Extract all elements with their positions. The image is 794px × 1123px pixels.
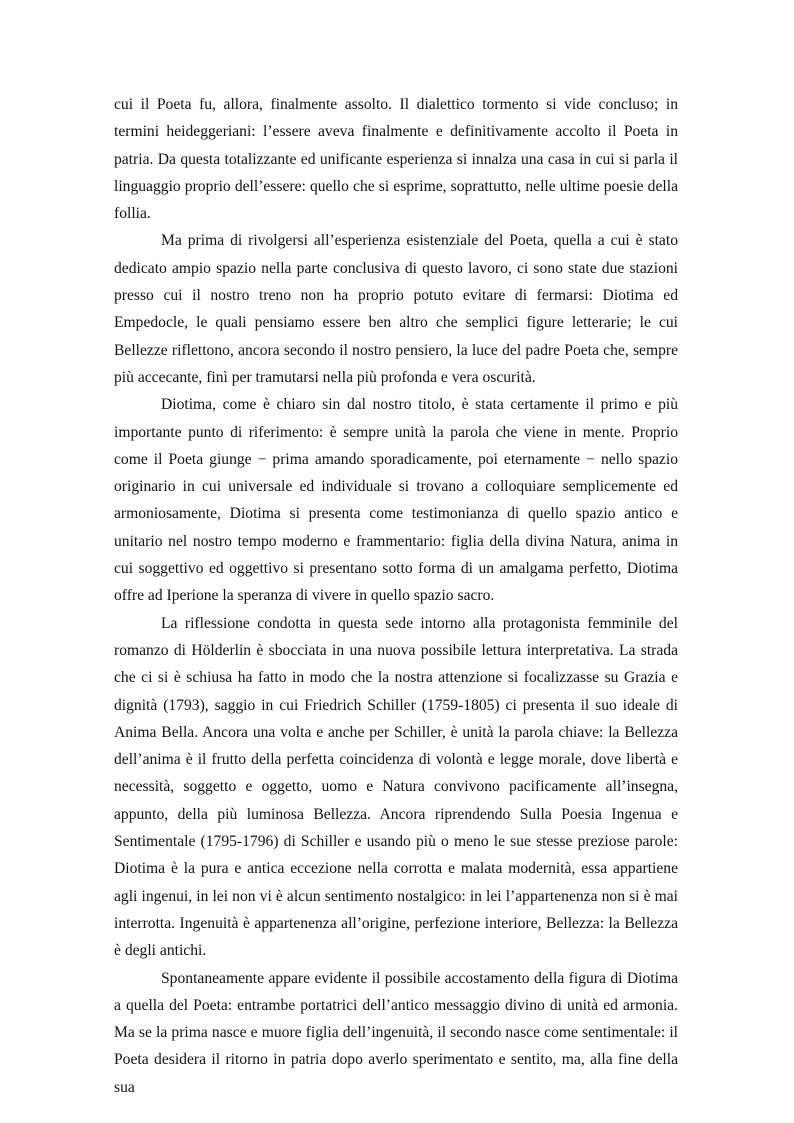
- paragraph-3: Diotima, come è chiaro sin dal nostro titolo, è stata certamente il primo e più importante punto di riferimento: è sempre unità la parola che viene in mente. Proprio come il Poeta giunge − prima amando sporadicamente, poi eternamente − nello spazio originario in cui universale ed individuale si trovano a colloquiare semplicemente ed armoniosamente, Diotima si presenta come testimonianza di quello spazio antico e unitario nel nostro tempo moderno e frammentario: figlia della divina Natura, anima in cui soggettivo ed oggettivo si presentano sotto forma di un amalgama perfetto, Diotima offre ad Iperione la speranza di vivere in quello spazio sacro.: [114, 396, 678, 605]
- paragraph-4: La riflessione condotta in questa sede intorno alla protagonista femminile del romanzo di Hölderlin è sbocciata in una nuova possibile lettura interpretativa. La strada che ci si è schiusa ha fatto in modo che la nostra attenzione si focalizzasse su Grazia e dignità (1793), saggio in cui Friedrich Schiller (1759-1805) ci presenta il suo ideale di Anima Bella. Ancora una volta e anche per Schiller, è unità la parola chiave: la Bellezza dell’anima è il frutto della perfetta coincidenza di volontà e legge morale, dove libertà e necessità, soggetto e oggetto, uomo e Natura convivono pacificamente all’insegna, appunto, della più luminosa Bellezza. Ancora riprendendo Sulla Poesia Ingenua e Sentimentale (1795-1796) di Schiller e usando più o meno le sue stesse preziose parole: Diotima è la pura e antica eccezione nella corrotta e malata modernità, essa appartiene agli ingenui, in lei non vi è alcun sentimento nostalgico: in lei l’appartenenza non si è mai interrotta. Ingenuità è appartenenza all’origine, perfezione interiore, Bellezza: la Bellezza è degli antichi.: [114, 614, 678, 960]
- body-text: [114, 91, 678, 1101]
- paragraph-1: cui il Poeta fu, allora, finalmente assolto. Il dialettico tormento si vide concluso; in termini heideggeriani: l’essere aveva finalmente e definitivamente accolto il Poeta in patria. Da questa totalizzante ed unificante esperienza si innalza una casa in cui si parla il linguaggio proprio dell’essere: quello che si esprime, soprattutto, nelle ultime poesie della follia.: [114, 96, 678, 223]
- paragraph-5: Spontaneamente appare evidente il possibile accostamento della figura di Diotima a quella del Poeta: entrambe portatrici dell’antico messaggio divino di unità ed armonia. Ma se la prima nasce e muore figlia dell’ingenuità, il secondo nasce come sentimentale: il Poeta desidera il ritorno in patria dopo averlo sperimentato e sentito, ma, alla fine della sua: [114, 969, 678, 1096]
- paragraph-2: Ma prima di rivolgersi all’esperienza esistenziale del Poeta, quella a cui è stato dedicato ampio spazio nella parte conclusiva di questo lavoro, ci sono state due stazioni presso cui il nostro treno non ha proprio potuto evitare di fermarsi: Diotima ed Empedocle, le quali pensiamo essere ben altro che semplici figure letterarie; le cui Bellezze riflettono, ancora secondo il nostro pensiero, la luce del padre Poeta che, sempre più accecante, finì per tramutarsi nella più profonda e vera oscurità.: [114, 232, 678, 386]
